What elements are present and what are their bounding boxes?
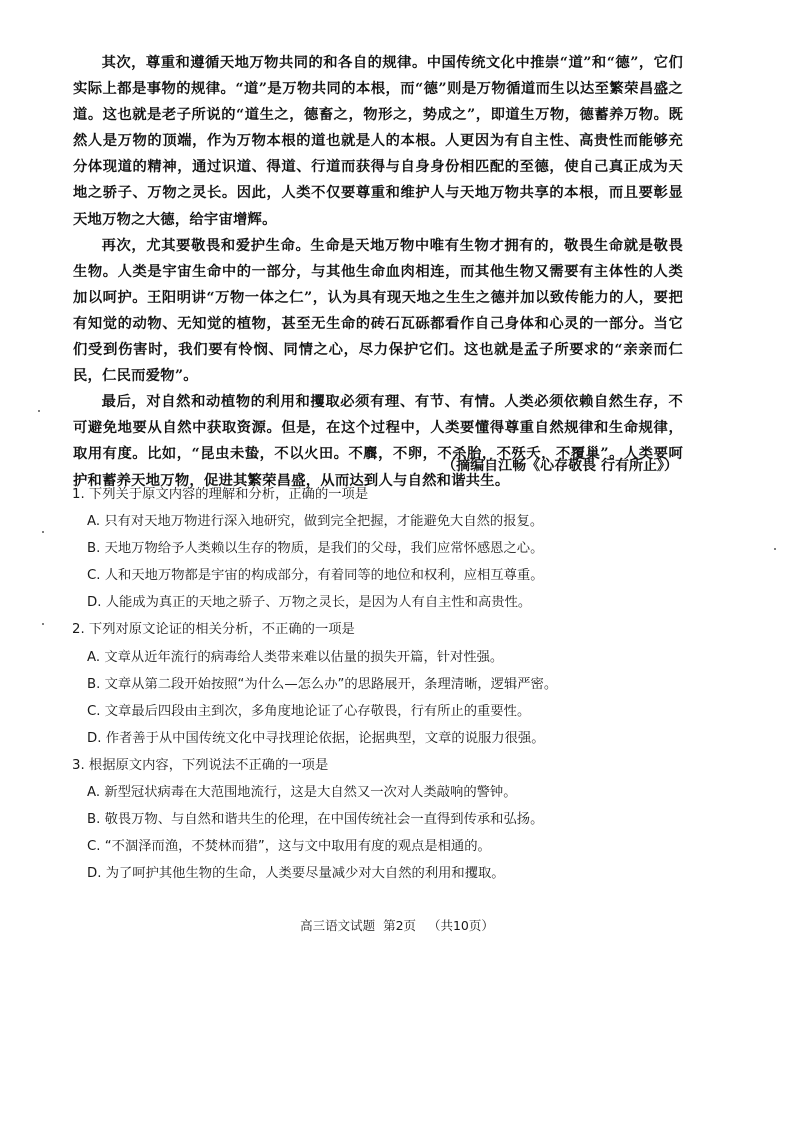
scan-speck bbox=[774, 548, 776, 550]
question-option: B. 敬畏万物、与自然和谐共生的伦理，在中国传统社会一直得到传承和弘扬。 bbox=[87, 812, 544, 828]
question-option: A. 只有对天地万物进行深入地研究，做到完全把握，才能避免大自然的报复。 bbox=[87, 514, 544, 530]
question-option: A. 新型冠状病毒在大范围地流行，这是大自然又一次对人类敲响的警钟。 bbox=[87, 785, 517, 801]
scan-speck bbox=[42, 623, 44, 625]
passage-source: （摘编自江畅《心存敬畏 行有所止》） bbox=[442, 458, 678, 474]
passage-paragraph: 再次，尤其要敬畏和爱护生命。生命是天地万物中唯有生物才拥有的，敬畏生命就是敬畏生物。人类是宇宙生命中的一部分，与其他生命血肉相连，而其他生物又需要有主体性的人类加以呵护。王阳明讲“万物一体之仁”，认为具有现天地之生生之德并加以致传能力的人，要把有知觉的动物、无知觉的植物，甚至无生命的砖石瓦砾都看作自己身体和心灵的一部分。当它们受到伤害时，我们要有怜悯、同情之心，尽力保护它们。这也就是孟子所要求的“亲亲而仁民，仁民而爱物”。 bbox=[73, 237, 683, 385]
question-option: D. 为了呵护其他生物的生命，人类要尽量减少对大自然的利用和攫取。 bbox=[87, 866, 505, 882]
question-option: D. 人能成为真正的天地之骄子、万物之灵长，是因为人有自主性和高贵性。 bbox=[87, 595, 532, 611]
question-option: D. 作者善于从中国传统文化中寻找理论依据，论据典型，文章的说服力很强。 bbox=[87, 730, 545, 746]
question-option: C. 人和天地万物都是宇宙的构成部分，有着同等的地位和权利，应相互尊重。 bbox=[87, 568, 544, 584]
question-list bbox=[72, 481, 712, 887]
reading-passage bbox=[73, 50, 683, 494]
question-stem: 1. 下列关于原文内容的理解和分析，正确的一项是 bbox=[72, 487, 369, 502]
question-stem: 2. 下列对原文论证的相关分析，不正确的一项是 bbox=[72, 622, 355, 638]
page-footer: 高三语文试题 第2页 （共10页） bbox=[300, 918, 494, 933]
question-option: B. 文章从第二段开始按照“为什么—怎么办”的思路展开，条理清晰，逻辑严密。 bbox=[87, 676, 558, 692]
question-option: C. 文章最后四段由主到次，多角度地论证了心存敬畏，行有所止的重要性。 bbox=[87, 703, 531, 719]
question-option: B. 天地万物给予人类赖以生存的物质，是我们的父母，我们应常怀感恩之心。 bbox=[87, 541, 544, 557]
passage-paragraph: 最后，对自然和动植物的利用和攫取必须有理、有节、有情。人类必须依赖自然生存，不可避免地要从自然中获取资源。但是，在这个过程中，人类要懂得尊重自然规律和生命规律，取用有度。比如，“昆虫未蛰，不以火田。不麛，不卵，不杀胎，不殀夭，不覆巢”。人类要呵护和蓄养天地万物，促进其繁荣昌盛，从而达到人与自然和谐共生。 bbox=[73, 394, 683, 489]
scan-speck bbox=[42, 531, 44, 533]
question-stem: 3. 根据原文内容，下列说法不正确的一项是 bbox=[72, 757, 329, 773]
question-option: A. 文章从近年流行的病毒给人类带来难以估量的损失开篇，针对性强。 bbox=[87, 649, 504, 665]
passage-paragraph: 其次，尊重和遵循天地万物共同的和各自的规律。中国传统文化中推崇“道”和“德”，它们实际上都是事物的规律。“道”是万物共同的本根，而“德”则是万物循道而生以达至繁荣昌盛之道。这也就是老子所说的“道生之，德畜之，物形之，势成之”，即道生万物，德蓄养万物。既然人是万物的顶端，作为万物本根的道也就是人的本根。人更因为有自主性、高贵性而能够充分体现道的精神，通过识道、得道、行道而获得与自身身份相匹配的至德，使自己真正成为天地之骄子、万物之灵长。因此，人类不仅要尊重和维护人与天地万物共享的本根，而且要彰显天地万物之大德，给宇宙增辉。 bbox=[73, 55, 683, 228]
question-option: C. “不涸泽而渔，不焚林而猎”，这与文中取用有度的观点是相通的。 bbox=[87, 839, 491, 855]
scan-speck bbox=[38, 410, 40, 412]
